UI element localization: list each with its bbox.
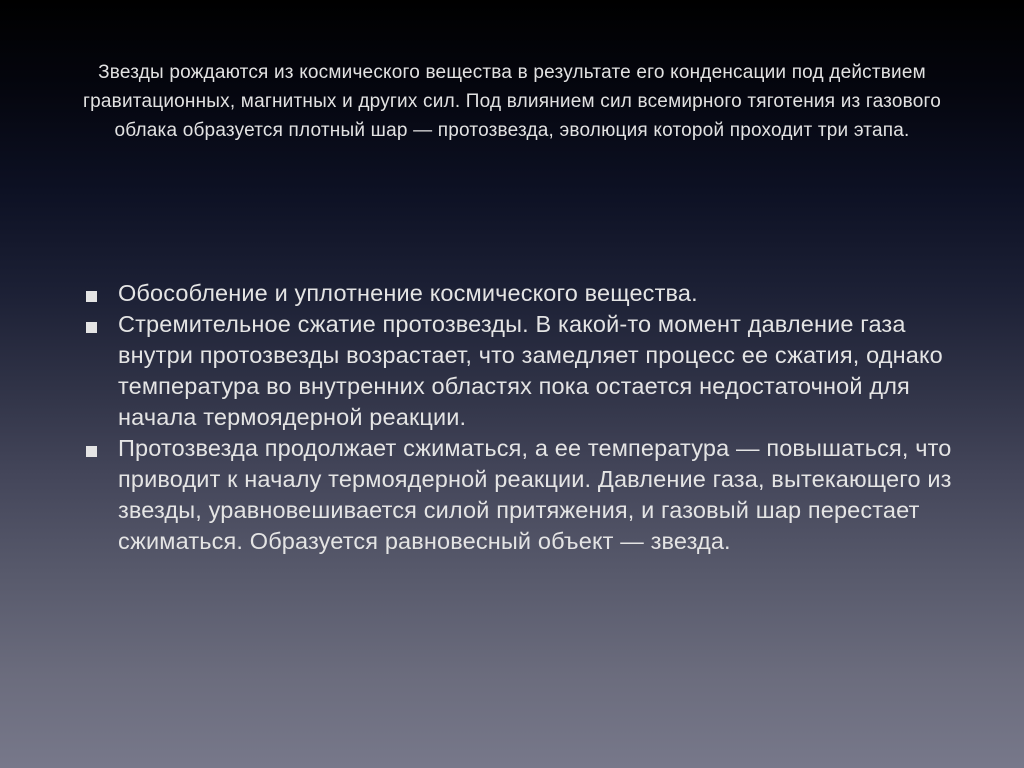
list-item-text: Протозвезда продолжает сжиматься, а ее температура — повышаться, что приводит к началу термоядерной реакции. Давление газа, вытекающего из звезды, уравновешивается силой притяжения, и газовый шар перестает сжиматься. Образуется равновесный объект — звезда. [118, 435, 952, 554]
intro-paragraph: Звезды рождаются из космического вещества в результате его конденсации под действием гравитационных, магнитных и других сил. Под влиянием сил всемирного тяготения из газового облака образуется плотный шар — протозвезда, эволюция которой проходит три этапа. [83, 62, 941, 141]
square-bullet-icon [86, 322, 97, 333]
list-item [84, 433, 964, 557]
square-bullet-icon [86, 291, 97, 302]
list-item [84, 309, 964, 433]
square-bullet-icon [86, 446, 97, 457]
stages-list [84, 278, 964, 557]
list-item-text: Стремительное сжатие протозвезды. В какой-то момент давление газа внутри протозвезды возрастает, что замедляет процесс ее сжатия, однако температура во внутренних областях пока остается недостаточной для начала термоядерной реакции. [118, 311, 943, 430]
list-item [84, 278, 964, 309]
list-item-text: Обособление и уплотнение космического вещества. [118, 280, 698, 306]
